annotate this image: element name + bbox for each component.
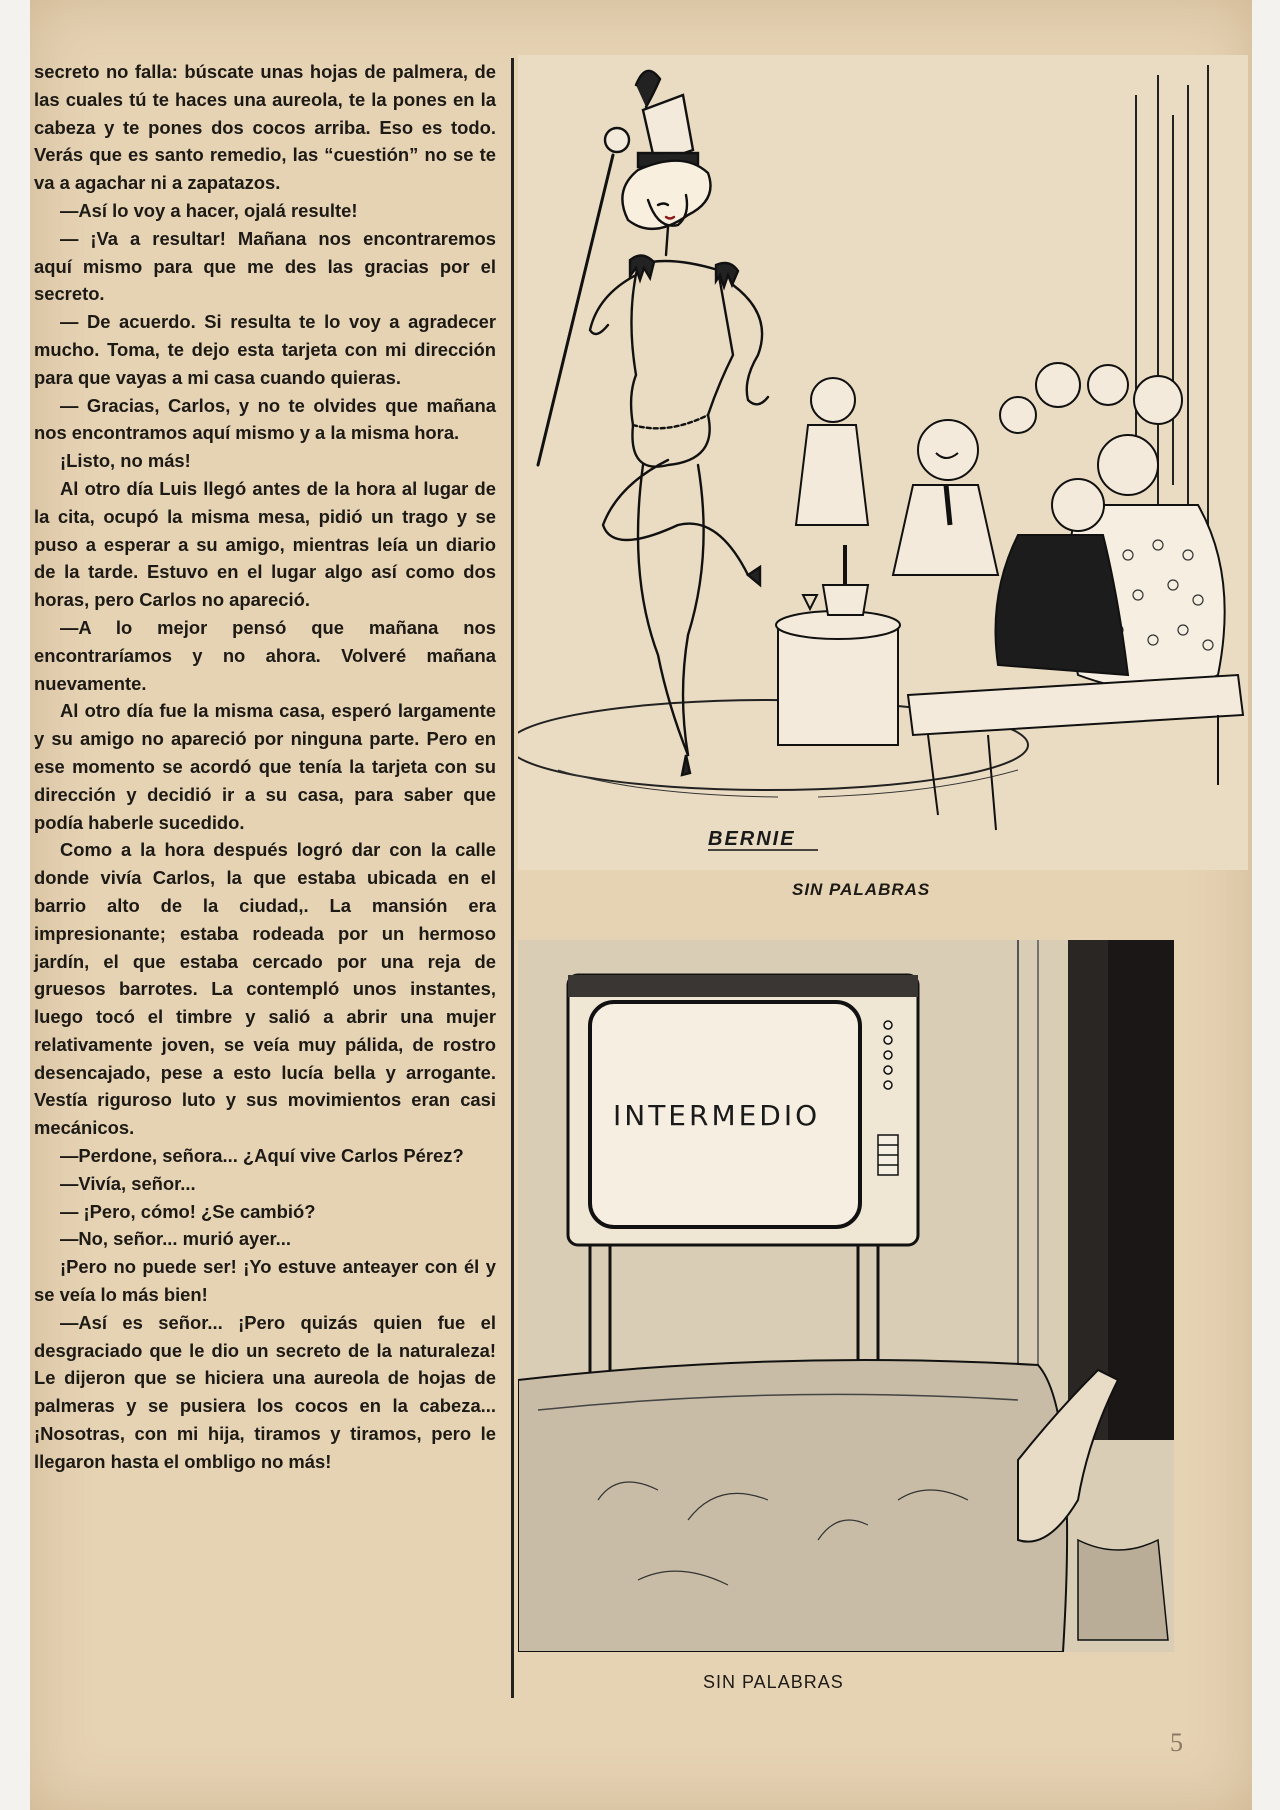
story-paragraph: —No, señor... murió ayer... <box>60 1228 291 1250</box>
story-paragraph: Como a la hora después logró dar con la calle donde vivía Carlos, la que estaba ubicada en el barrio alto de la ciudad,. La mansión era impresionante; estaba rodeada por un hermoso jardín, el que estaba cercado por una reja de gruesos barrotes. La contempló unos instantes, luego tocó el timbre y salió a abrir una mujer relativamente joven, se veía muy pálida, de rostro desencajado, pese a esto lucía bella y arrogante. Vestía riguroso luto y sus movimientos eran casi mecánicos. <box>34 839 496 1139</box>
story-paragraph: —Vivía, señor... <box>60 1172 196 1194</box>
tv-screen-text: INTERMEDIO <box>613 1099 821 1132</box>
story-paragraph: secreto no falla: búscate unas hojas de palmera, de las cuales tú te haces una aureola, te la pones en la cabeza y te pones dos cocos arriba. Eso es todo. Verás que es santo remedio, las “cuestión” no se te va a agachar ni a zapatazos. <box>34 61 496 194</box>
top-cartoon-caption: SIN PALABRAS <box>792 880 931 899</box>
story-column <box>34 58 496 1698</box>
cabaret-cartoon <box>518 55 1248 870</box>
story-paragraph: — De acuerdo. Si resulta te lo voy a agradecer mucho. Toma, te dejo esta tarjeta con mi dirección para que vayas a mi casa cuando quieras. <box>34 311 496 388</box>
story-paragraph: —Así es señor... ¡Pero quizás quien fue el desgraciado que le dio un secreto de la naturaleza! Le dijeron que se hiciera una aureola de hojas de palmeras y se pusiera los cocos en la cabeza... ¡Nosotras, con mi hija, tiramos y tiramos, pero le llegaron hasta el ombligo no más! <box>34 1311 496 1472</box>
story-paragraph: Al otro día fue la misma casa, esperó largamente y su amigo no apareció por ninguna parte. Pero en ese momento se acordó que tenía la tarjeta con su dirección y decidió ir a su casa, para saber que podía haberle sucedido. <box>34 700 496 833</box>
story-paragraph: —A lo mejor pensó que mañana nos encontraríamos y no ahora. Volveré mañana nuevamente. <box>34 616 496 694</box>
story-paragraph: —Perdone, señora... ¿Aquí vive Carlos Pérez? <box>60 1145 464 1167</box>
tv-illustration <box>518 940 1174 1652</box>
cabaret-illustration <box>518 55 1248 870</box>
story-paragraph: ¡Listo, no más! <box>60 450 191 472</box>
story-paragraph: — Gracias, Carlos, y no te olvides que mañana nos encontramos aquí mismo y a la misma hora. <box>34 394 496 444</box>
story-paragraph: Al otro día Luis llegó antes de la hora al lugar de la cita, ocupó la misma mesa, pidió un trago y se puso a esperar a su amigo, mientras leía un diario de la tarde. Estuvo en el lugar algo así como dos horas, pero Carlos no apareció. <box>34 477 496 611</box>
bottom-cartoon-caption: SIN PALABRAS <box>703 1672 844 1692</box>
page-number: 5 <box>1170 1728 1183 1757</box>
column-divider <box>511 58 514 1698</box>
story-paragraph: —Así lo voy a hacer, ojalá resulte! <box>60 199 358 221</box>
story-paragraph: — ¡Va a resultar! Mañana nos encontraremos aquí mismo para que me des las gracias por el secreto. <box>34 227 496 305</box>
tv-intermission-cartoon <box>518 940 1174 1652</box>
story-paragraph: — ¡Pero, cómo! ¿Se cambió? <box>60 1200 316 1222</box>
artist-signature: BERNIE <box>708 828 796 850</box>
story-paragraph: ¡Pero no puede ser! ¡Yo estuve anteayer con él y se veía lo más bien! <box>34 1256 496 1306</box>
